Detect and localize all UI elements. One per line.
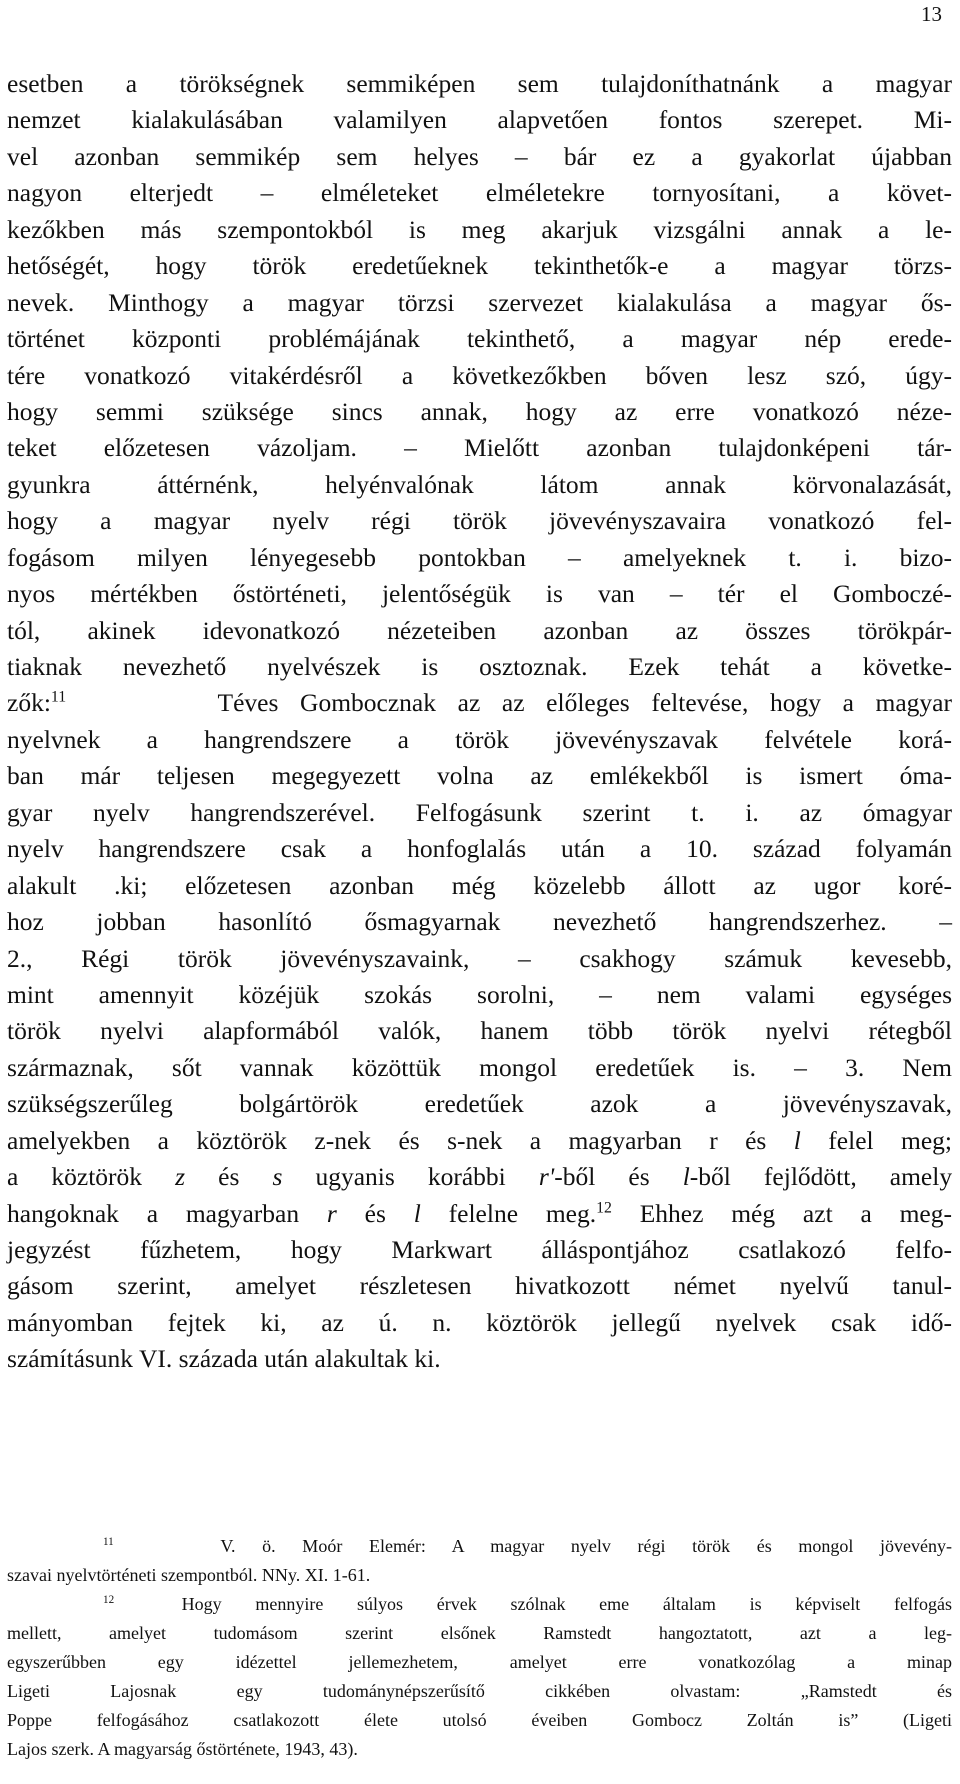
text-line: esetben a törökségnek semmiképen sem tulajdoníthatnánk a magyar bbox=[7, 69, 952, 98]
text-line: számításunk VI. százada után alakultak ki. bbox=[7, 1344, 441, 1374]
text-fragment: -ből és bbox=[554, 1162, 650, 1192]
footnote-text: mellett, amelyet tudomásom szerint elsőnek Ramstedt hangoztatott, azt a leg- bbox=[7, 1623, 952, 1643]
text-line: mint amennyit közéjük szokás sorolni, – nem valami egységes bbox=[7, 979, 952, 1009]
footnote-11 bbox=[7, 1532, 952, 1561]
text-line: nyos mértékben őstörténeti, jelentőségük is van – tér el Gomboczé- bbox=[7, 579, 952, 609]
text-line: hoz jobban hasonlító ősmagyarnak nevezhető hangrendszerhez. – bbox=[7, 907, 952, 937]
text-line bbox=[7, 1159, 952, 1195]
text-line: hogy semmi szüksége sincs annak, hogy az erre vonatkozó néze- bbox=[7, 396, 952, 426]
main-text bbox=[7, 66, 952, 1378]
text-line: ban már teljesen megegyezett volna az emlékekből is ismert óma- bbox=[7, 761, 952, 791]
text-fragment: és bbox=[218, 1162, 240, 1192]
text-line: 2., Régi török jövevényszavaink, – csakhogy számuk kevesebb, bbox=[7, 943, 952, 973]
text-line: török nyelvi alapformából valók, hanem több török nyelvi rétegből bbox=[7, 1016, 952, 1046]
text-fragment: felelne meg. bbox=[448, 1198, 597, 1228]
footnote-text: egyszerűbben egy idézettel jellemezhetem, amelyet erre vonatkozólag a minap bbox=[7, 1652, 952, 1672]
text-line: vel azonban semmikép sem helyes – bár ez a gyakorlat újabban bbox=[7, 141, 952, 171]
footnote-text: Poppe felfogásához csatlakozott élete utolsó éveiben Gombocz Zoltán is” (Ligeti bbox=[7, 1710, 952, 1730]
text-line: nyelvnek a hangrendszere a török jövevényszavak felvétele korá- bbox=[7, 724, 952, 754]
text-fragment: hangoknak a magyarban bbox=[7, 1198, 300, 1228]
footnote-text: Lajos szerk. A magyarság őstörténete, 1943, 43). bbox=[7, 1739, 358, 1759]
italic-letter: z bbox=[175, 1162, 186, 1192]
text-line: kezőkben más szempontokból is meg akarjuk vizsgálni annak a le- bbox=[7, 214, 952, 244]
footnote-ref-12[interactable]: 12 bbox=[596, 1199, 612, 1217]
footnote-text: Ligeti Lajosnak egy tudománynépszerűsítő cikkében olvastam: „Ramstedt és bbox=[7, 1681, 952, 1701]
italic-letter: l bbox=[793, 1125, 801, 1155]
footnotes bbox=[7, 1532, 952, 1764]
text-line: nagyon elterjedt – elméleteket elméletekre tornyosítani, a követ- bbox=[7, 178, 952, 208]
footnote-text: Hogy mennyire súlyos érvek szólnak eme általam is képviselt felfogás bbox=[181, 1594, 952, 1614]
text-line: származnak, sőt vannak közöttük mongol eredetűek is. – 3. Nem bbox=[7, 1052, 952, 1082]
text-line: hogy a magyar nyelv régi török jövevényszavaira vonatkozó fel- bbox=[7, 506, 952, 536]
page-number: 13 bbox=[921, 2, 942, 26]
footnote-mark-11: 11 bbox=[103, 1536, 114, 1548]
footnote-12 bbox=[7, 1590, 952, 1619]
text-fragment: -ből fejlődött, amely bbox=[689, 1162, 953, 1192]
text-line: tiaknak nevezhető nyelvészek is osztoznak. Ezek tehát a követke- bbox=[7, 652, 952, 681]
text-fragment: amelyekben a köztörök z-nek és s-nek a magyarban r és bbox=[7, 1125, 767, 1155]
text-fragment: a köztörök bbox=[7, 1162, 143, 1192]
text-fragment: és bbox=[364, 1198, 386, 1228]
text-fragment: ugyanis korábbi bbox=[315, 1162, 506, 1192]
italic-letter: r bbox=[326, 1198, 337, 1228]
text-line: nyelv hangrendszere csak a honfoglalás után a 10. század folyamán bbox=[7, 834, 952, 864]
text-fragment: felel meg; bbox=[828, 1125, 952, 1155]
footnote-text: szavai nyelvtörténeti szempontból. NNy. XI. 1-61. bbox=[7, 1565, 371, 1585]
italic-letter: r' bbox=[538, 1162, 555, 1192]
text-line: tól, akinek idevonatkozó nézeteiben azonban az összes törökpár- bbox=[7, 615, 952, 645]
text-fragment: zők: bbox=[7, 688, 51, 718]
text-fragment: Téves Gombocznak az az előleges feltevése, hogy a magyar bbox=[217, 688, 952, 718]
text-line bbox=[7, 1123, 952, 1159]
text-line: nevek. Minthogy a magyar törzsi szervezet kialakulása a magyar ős- bbox=[7, 287, 952, 317]
text-line-with-footnote-ref bbox=[7, 685, 952, 721]
text-fragment: Ehhez még azt a meg- bbox=[639, 1198, 952, 1228]
text-line: jegyzést fűzhetem, hogy Markwart álláspontjához csatlakozó felfo- bbox=[7, 1235, 952, 1264]
footnote-text: V. ö. Moór Elemér: A magyar nyelv régi török és mongol jövevény- bbox=[220, 1536, 953, 1556]
text-line: nemzet kialakulásában valamilyen alapvetően fontos szerepet. Mi- bbox=[7, 105, 952, 135]
text-line-with-footnote-ref bbox=[7, 1196, 952, 1232]
text-line: tére vonatkozó vitakérdésről a következőkben bőven lesz szó, úgy- bbox=[7, 360, 952, 390]
italic-letter: l bbox=[413, 1198, 421, 1228]
text-line: alakult .ki; előzetesen azonban még közelebb állott az ugor koré- bbox=[7, 870, 952, 900]
italic-letter: l bbox=[682, 1162, 690, 1192]
text-line: történet központi problémájának tekinthető, a magyar nép erede- bbox=[7, 324, 952, 354]
italic-letter: s bbox=[272, 1162, 283, 1192]
text-line: teket előzetesen vázoljam. – Mielőtt azonban tulajdonképeni tár- bbox=[7, 433, 952, 463]
text-line: gyunkra áttérnénk, helyénvalónak látom annak körvonalazását, bbox=[7, 469, 952, 499]
text-line: gyar nyelv hangrendszerével. Felfogásunk szerint t. i. az ómagyar bbox=[7, 797, 952, 827]
footnote-mark-12: 12 bbox=[103, 1594, 115, 1606]
text-line: mányomban fejtek ki, az ú. n. köztörök jellegű nyelvek csak idő- bbox=[7, 1307, 952, 1337]
text-line: szükségszerűleg bolgártörök eredetűek azok a jövevényszavak, bbox=[7, 1089, 952, 1119]
text-line: fogásom milyen lényegesebb pontokban – amelyeknek t. i. bizo- bbox=[7, 542, 952, 572]
footnote-ref-11[interactable]: 11 bbox=[50, 688, 67, 706]
text-line: hetőségét, hogy török eredetűeknek tekinthetők-e a magyar törzs- bbox=[7, 251, 952, 281]
text-line: gásom szerint, amelyet részletesen hivatkozott német nyelvű tanul- bbox=[7, 1271, 952, 1301]
